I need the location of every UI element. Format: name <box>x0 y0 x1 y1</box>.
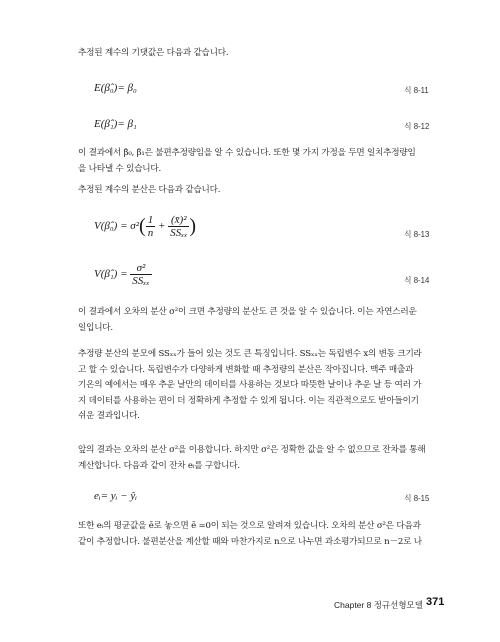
text-line: 지 데이터를 사용하는 편이 더 정확하게 추정할 수 있게 됩니다. 이는 직관적으로도 받아들이기 <box>78 395 419 406</box>
equation-number-8-12: 식 8-12 <box>404 122 430 131</box>
equation-8-11: E(β̂₀)= β₀ <box>94 82 137 94</box>
paragraph-variance-intro <box>78 183 440 199</box>
text-line: 앞의 결과는 오차의 분산 σ²을 이용합니다. 하지만 σ²은 정확한 값을 알 수 없으므로 잔차를 통해 <box>78 445 426 455</box>
footer-chapter: Chapter 8 정규선형모델 <box>334 600 423 610</box>
equation-8-13: V(β̂₀) = σ²( $\frac{1}{n}$ + $\frac{\text{(x̄)²}}{\text{SSₓₓ}}$ ) <box>94 214 197 239</box>
fraction-xbar-over-ssxx: $\frac{\text{(x̄)²}}{\text{SSₓₓ}}$ <box>170 214 188 239</box>
paragraph-residual <box>78 443 440 474</box>
equation-number-8-15: 식 8-15 <box>404 494 430 503</box>
text-line: 같이 추정합니다. 불편분산을 계산할 때와 마찬가지로 n으로 나누면 과소평가되므로 n－2로 나 <box>78 536 422 547</box>
text-line: 일입니다. <box>78 322 113 333</box>
equation-8-12: E(β̂₁)= β₁ <box>94 118 137 130</box>
text-line: 또한 eᵢ의 평균값을 ē로 놓으면 ē =0이 되는 것으로 알려져 있습니다. 오차의 분산 σ²은 다음과 <box>78 521 421 531</box>
paragraph-error-variance <box>78 305 440 336</box>
text-line: 기온의 예에서는 매우 추운 날만의 데이터를 사용하는 것보다 따뜻한 날이나 추운 날 등 여러 가 <box>78 380 422 390</box>
equation-number-8-11: 식 8-11 <box>404 86 429 95</box>
text-line: 추정된 계수의 기댓값은 다음과 같습니다. <box>78 48 229 58</box>
paragraph-mean-residual <box>78 519 440 550</box>
equation-number-8-14: 식 8-14 <box>404 276 430 285</box>
page-number: 371 <box>426 596 445 608</box>
text-line: 추정량 분산의 분모에 SSₓₓ가 들어 있는 것도 큰 특징입니다. SSₓₓ는 독립변수 x의 변동 크기라 <box>78 349 422 359</box>
paragraph-expectation-intro <box>78 46 440 62</box>
equation-8-15: eᵢ= yᵢ − ŷᵢ <box>94 490 137 502</box>
paragraph-ssxx <box>78 347 440 425</box>
text-line: 계산합니다. 다음과 같이 잔차 eᵢ를 구합니다. <box>78 460 240 471</box>
text-line: 쉬운 결과입니다. <box>78 411 140 421</box>
text-line: 이 결과에서 오차의 분산 σ²이 크면 추정량의 분산도 큰 것을 알 수 있습니다. 이는 자연스러운 <box>78 307 417 317</box>
paragraph-unbiased <box>78 146 440 177</box>
text-line: 고 할 수 있습니다. 독립변수가 다양하게 변화할 때 추정량의 분산은 작아집니다. 맥주 매출과 <box>78 364 414 375</box>
fraction-one-over-n: $\frac{1}{n}$ <box>147 214 154 239</box>
equation-number-8-13: 식 8-13 <box>404 230 430 239</box>
text-line: 이 결과에서 β̂₀, β̂₁은 불편추정량임을 알 수 있습니다. 또한 몇 가지 가정을 두면 일치추정량임 <box>78 148 416 158</box>
fraction-sigma-over-ssxx: $\frac{\text{σ²}}{\text{SSₓₓ}}$ <box>132 262 150 287</box>
equation-8-14: V(β̂₁) = $\frac{\text{σ²}}{\text{SSₓₓ}}$ <box>94 262 150 287</box>
text-line: 을 나타낼 수 있습니다. <box>78 163 162 174</box>
text-line: 추정된 계수의 분산은 다음과 같습니다. <box>78 185 221 195</box>
